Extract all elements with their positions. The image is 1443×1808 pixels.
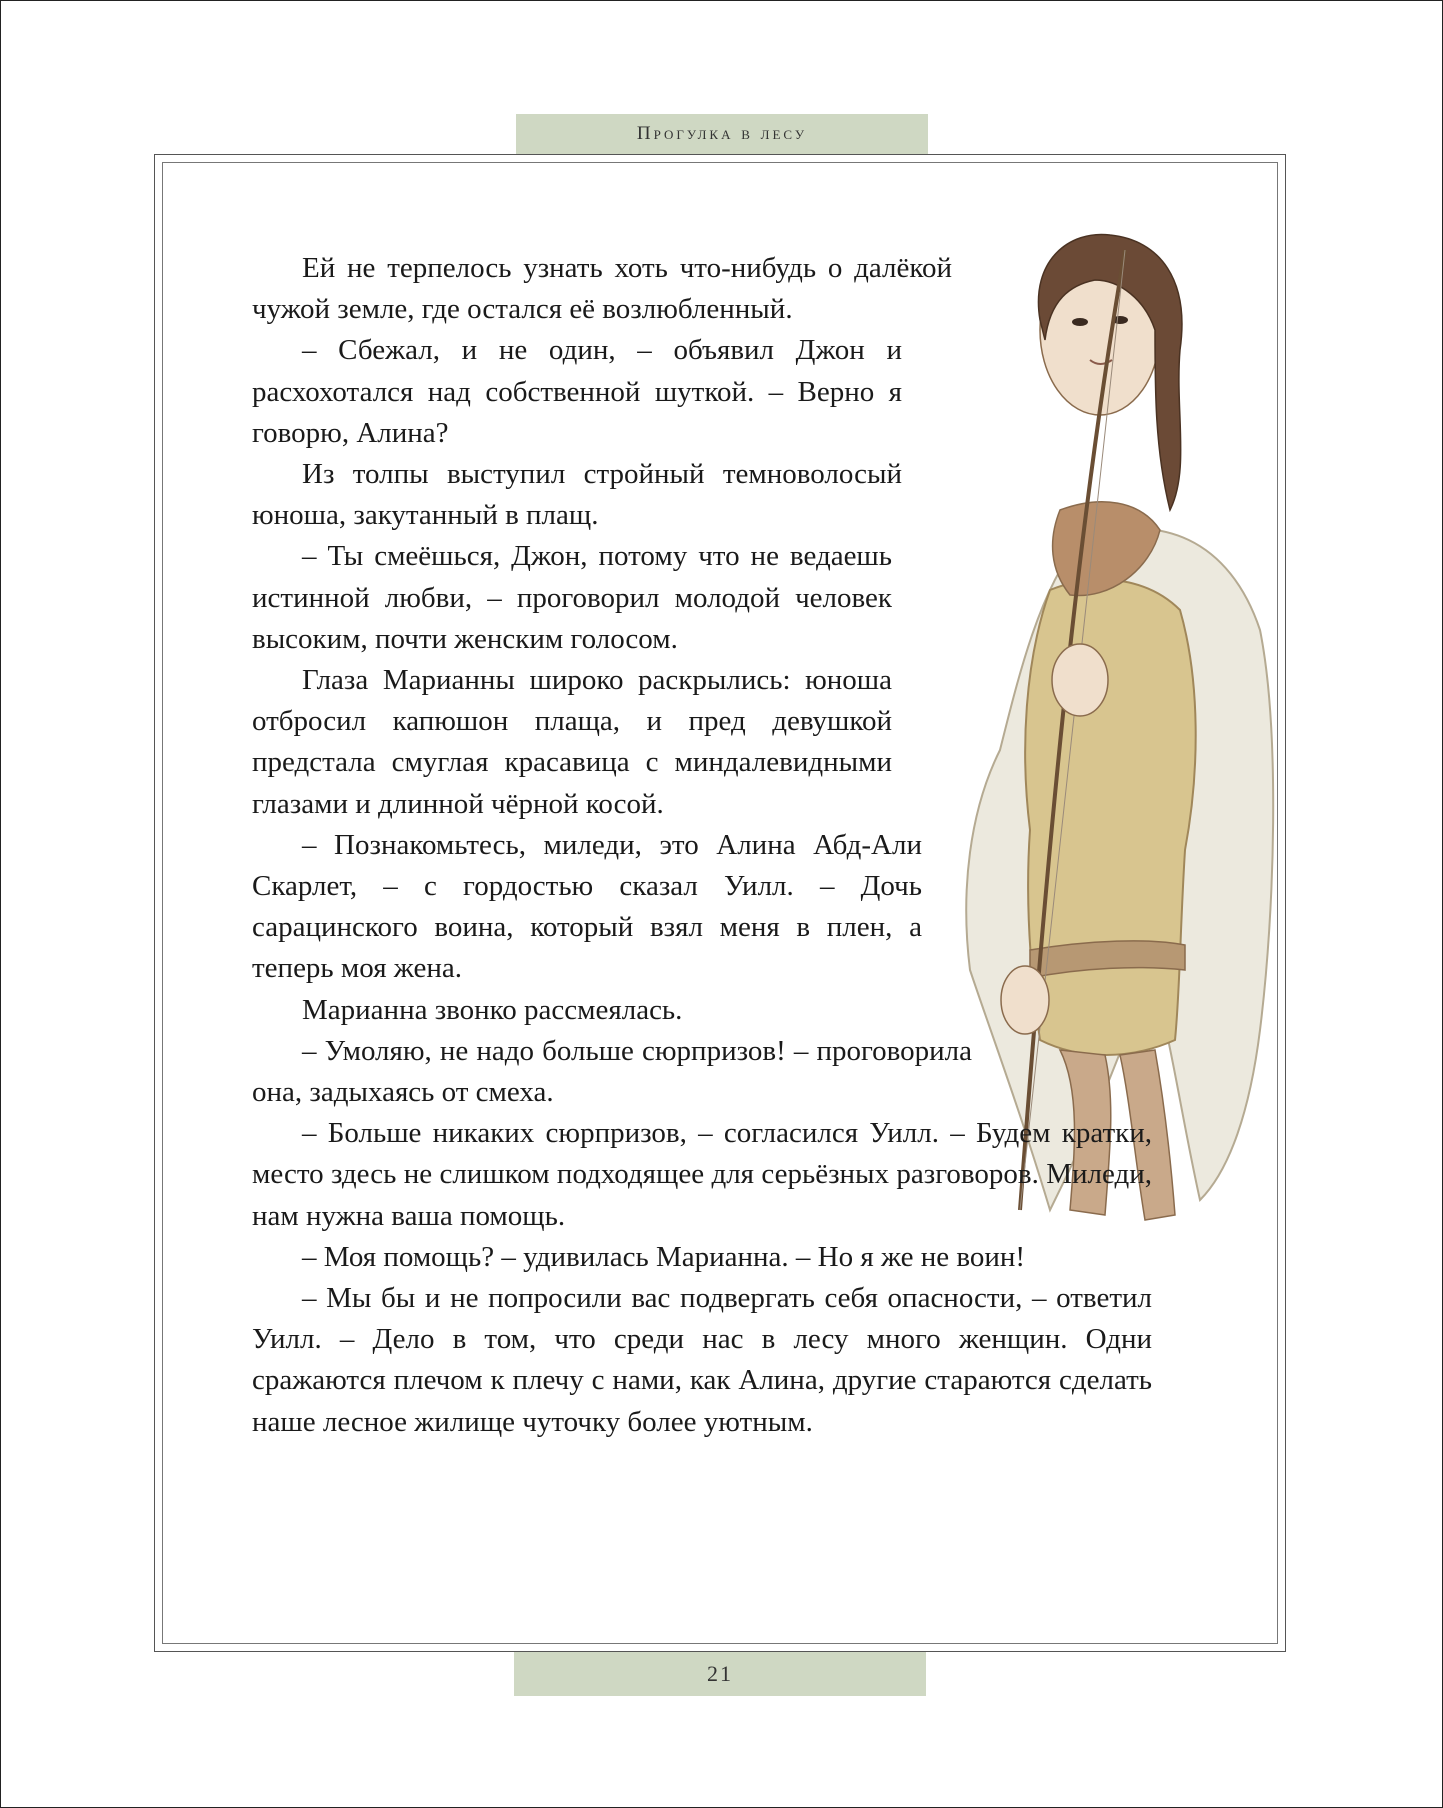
paragraph: – Умоляю, не надо больше сюрпризов! – проговорила она, задыхаясь от смеха. [252, 1034, 972, 1109]
paragraph: Марианна звонко рассмеялась. [302, 993, 683, 1026]
body-text [252, 248, 1192, 1443]
page-footer [514, 1652, 926, 1696]
paragraph: – Больше никаких сюрпризов, – согласился Уилл. – Будем кратки, место здесь не слишком подходящее для серьёзных разговоров. Миледи, нам нужна ваша помощь. [252, 1117, 1152, 1232]
running-header [516, 114, 928, 154]
paragraph: – Мы бы и не попросили вас подвергать себя опасности, – ответил Уилл. – Дело в том, что среди нас в лесу много женщин. Одни сражаются плечом к плечу с нами, как Алина, другие стараются сделать наше лесное жилище чуточку более уютным. [252, 1282, 1152, 1438]
paragraph: Ей не терпелось узнать хоть что-нибудь о далёкой чужой земле, где остался её возлюбленный. [252, 252, 952, 326]
paragraph: – Познакомьтесь, миледи, это Алина Абд-Али Скарлет, – с гордостью сказал Уилл. – Дочь сарацинского воина, который взял меня в плен, а теперь моя жена. [252, 828, 922, 985]
page-number: 21 [707, 1661, 733, 1686]
paragraph: Из толпы выступил стройный темноволосый юноша, закутанный в плащ. [252, 458, 902, 532]
paragraph: – Ты смеёшься, Джон, потому что не ведаешь истинной любви, – проговорил молодой человек высоким, почти женским голосом. [252, 540, 892, 655]
running-header-title: Прогулка в лесу [636, 123, 808, 144]
paragraph: – Моя помощь? – удивилась Марианна. – Но я же не воин! [302, 1240, 1026, 1273]
paragraph: – Сбежал, и не один, – объявил Джон и расхохотался над собственной шуткой. – Верно я говорю, Алина? [252, 334, 902, 449]
paragraph: Глаза Марианны широко раскрылись: юноша отбросил капюшон плаща, и пред девушкой предстала смуглая красавица с миндалевидными глазами и длинной чёрной косой. [252, 664, 892, 820]
